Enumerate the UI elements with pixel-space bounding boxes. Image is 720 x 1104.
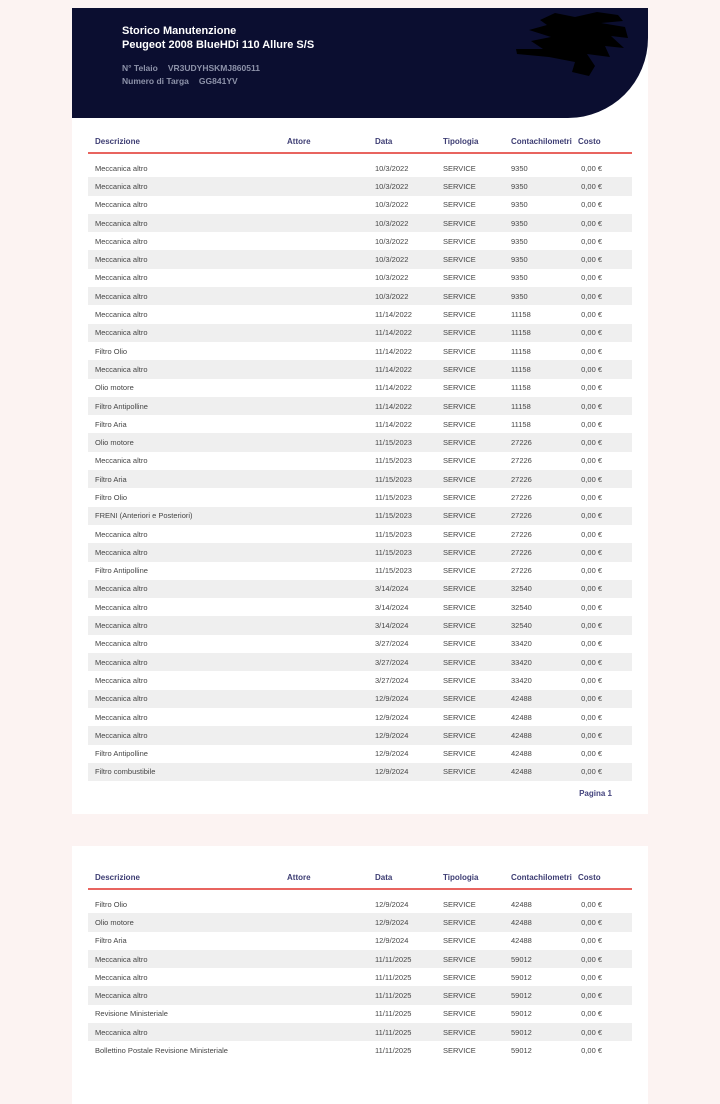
table-cell: 0,00 € <box>581 694 602 704</box>
table-row <box>88 543 632 561</box>
table-row <box>88 269 632 287</box>
table-cell: 11/15/2023 <box>375 511 412 521</box>
table-cell: SERVICE <box>443 511 476 521</box>
table-cell: 0,00 € <box>581 602 602 612</box>
table-cell: 0,00 € <box>581 346 602 356</box>
table-cell: 3/27/2024 <box>375 639 409 649</box>
table-cell: FRENI (Anteriori e Posteriori) <box>95 511 193 521</box>
table-cell: SERVICE <box>443 675 476 685</box>
table-cell: 27226 <box>511 438 532 448</box>
table-row <box>88 745 632 763</box>
table-cell: Olio motore <box>95 438 134 448</box>
report-page-2 <box>72 846 648 1104</box>
table-cell: 0,00 € <box>581 899 602 909</box>
table-row <box>88 305 632 323</box>
table-cell: Meccanica altro <box>95 181 148 191</box>
table-row <box>88 986 632 1004</box>
table-row <box>88 1041 632 1059</box>
table-cell: Bollettino Postale Revisione Ministeriale <box>95 1046 228 1056</box>
table-cell: 11158 <box>511 346 531 356</box>
table-row <box>88 415 632 433</box>
table-cell: Filtro Olio <box>95 899 128 909</box>
table-cell: SERVICE <box>443 181 476 191</box>
table-cell: Meccanica altro <box>95 1027 148 1037</box>
table-cell: SERVICE <box>443 972 476 982</box>
report-page-1 <box>72 8 648 814</box>
table-cell: Meccanica altro <box>95 328 148 338</box>
table-cell: 9350 <box>511 181 528 191</box>
table-cell: 0,00 € <box>581 621 602 631</box>
table-cell: 11158 <box>511 401 531 411</box>
table-cell: SERVICE <box>443 954 476 964</box>
table-cell: SERVICE <box>443 767 476 777</box>
table-cell: SERVICE <box>443 255 476 265</box>
table-cell: 42488 <box>511 712 532 722</box>
redaction-scribble-icon <box>515 10 632 80</box>
table-cell: Meccanica altro <box>95 954 148 964</box>
table-cell: 11/14/2022 <box>375 328 412 338</box>
table-row <box>88 598 632 616</box>
table-cell: Meccanica altro <box>95 675 148 685</box>
table-cell: 0,00 € <box>581 991 602 1001</box>
table-cell: SERVICE <box>443 694 476 704</box>
table-row <box>88 950 632 968</box>
table-cell: 59012 <box>511 991 532 1001</box>
table-row <box>88 214 632 232</box>
column-header-descrizione: Descrizione <box>95 136 140 146</box>
table-row <box>88 1023 632 1041</box>
table-cell: 11158 <box>511 328 531 338</box>
column-header-attore: Attore <box>287 872 311 882</box>
table-cell: SERVICE <box>443 438 476 448</box>
table-cell: 0,00 € <box>581 328 602 338</box>
table-cell: 10/3/2022 <box>375 236 409 246</box>
table-row <box>88 360 632 378</box>
table-row <box>88 913 632 931</box>
table-cell: SERVICE <box>443 529 476 539</box>
table-cell: Meccanica altro <box>95 602 148 612</box>
table-cell: 0,00 € <box>581 218 602 228</box>
table-cell: 0,00 € <box>581 163 602 173</box>
table-cell: 0,00 € <box>581 492 602 502</box>
table-cell: 11/11/2025 <box>375 954 412 964</box>
table-cell: 0,00 € <box>581 181 602 191</box>
table-cell: Filtro Antipolline <box>95 566 148 576</box>
table-cell: 42488 <box>511 767 532 777</box>
table-cell: Meccanica altro <box>95 621 148 631</box>
table-cell: 42488 <box>511 917 532 927</box>
table-cell: 12/9/2024 <box>375 749 409 759</box>
table-cell: 59012 <box>511 972 532 982</box>
table-cell: 0,00 € <box>581 419 602 429</box>
table-cell: 0,00 € <box>581 529 602 539</box>
table-cell: Filtro Aria <box>95 419 127 429</box>
table-cell: SERVICE <box>443 200 476 210</box>
table-cell: 11/15/2023 <box>375 456 412 466</box>
table-cell: SERVICE <box>443 218 476 228</box>
table-cell: 27226 <box>511 547 532 557</box>
table-cell: 11158 <box>511 419 531 429</box>
table-cell: 0,00 € <box>581 200 602 210</box>
table-cell: SERVICE <box>443 273 476 283</box>
table-cell: 11/11/2025 <box>375 991 412 1001</box>
table-cell: Meccanica altro <box>95 255 148 265</box>
column-header-costo: Costo <box>578 872 601 882</box>
table-cell: SERVICE <box>443 639 476 649</box>
table-cell: 0,00 € <box>581 584 602 594</box>
table-cell: 9350 <box>511 236 528 246</box>
table-cell: 0,00 € <box>581 566 602 576</box>
table-cell: 10/3/2022 <box>375 181 409 191</box>
table-cell: SERVICE <box>443 899 476 909</box>
table-cell: SERVICE <box>443 1027 476 1037</box>
table-row <box>88 488 632 506</box>
table-row <box>88 397 632 415</box>
table-cell: 0,00 € <box>581 730 602 740</box>
table-cell: 11158 <box>511 383 531 393</box>
table-cell: 3/14/2024 <box>375 621 409 631</box>
table-cell: 0,00 € <box>581 255 602 265</box>
table-cell: 11/14/2022 <box>375 383 412 393</box>
table-cell: 3/14/2024 <box>375 602 409 612</box>
table-cell: SERVICE <box>443 492 476 502</box>
table-cell: 0,00 € <box>581 438 602 448</box>
table-cell: 9350 <box>511 218 528 228</box>
table-cell: Filtro Aria <box>95 936 127 946</box>
table-row <box>88 232 632 250</box>
table-cell: 0,00 € <box>581 547 602 557</box>
table-cell: 0,00 € <box>581 675 602 685</box>
table-row <box>88 562 632 580</box>
table-cell: Meccanica altro <box>95 639 148 649</box>
table-cell: 11/14/2022 <box>375 346 412 356</box>
table-cell: 10/3/2022 <box>375 163 409 173</box>
table-cell: SERVICE <box>443 310 476 320</box>
table-cell: 11/14/2022 <box>375 401 412 411</box>
table-cell: Revisione Ministeriale <box>95 1009 168 1019</box>
table-cell: 11/15/2023 <box>375 529 412 539</box>
table-cell: 0,00 € <box>581 917 602 927</box>
table-cell: 32540 <box>511 602 532 612</box>
table-row <box>88 507 632 525</box>
table-cell: 0,00 € <box>581 1009 602 1019</box>
table-cell: 11/11/2025 <box>375 1046 412 1056</box>
table-cell: 11/11/2025 <box>375 1027 412 1037</box>
table-cell: Meccanica altro <box>95 218 148 228</box>
table-cell: 0,00 € <box>581 657 602 667</box>
column-header-contachilometri: Contachilometri <box>511 136 572 146</box>
table-cell: Meccanica altro <box>95 200 148 210</box>
table-cell: SERVICE <box>443 749 476 759</box>
table-row <box>88 895 632 913</box>
table-row <box>88 525 632 543</box>
table-cell: 32540 <box>511 621 532 631</box>
table-row <box>88 968 632 986</box>
table-header-row-page1 <box>88 130 632 154</box>
table-cell: 42488 <box>511 694 532 704</box>
table-cell: 0,00 € <box>581 1027 602 1037</box>
table-cell: 27226 <box>511 474 532 484</box>
table-cell: 0,00 € <box>581 936 602 946</box>
table-cell: 3/14/2024 <box>375 584 409 594</box>
table-cell: 11/11/2025 <box>375 1009 412 1019</box>
table-cell: 9350 <box>511 291 528 301</box>
report-header <box>72 8 648 118</box>
table-cell: 10/3/2022 <box>375 273 409 283</box>
table-cell: Meccanica altro <box>95 730 148 740</box>
table-cell: Meccanica altro <box>95 163 148 173</box>
table-cell: SERVICE <box>443 584 476 594</box>
table-cell: 27226 <box>511 456 532 466</box>
table-cell: 10/3/2022 <box>375 291 409 301</box>
table-cell: 0,00 € <box>581 474 602 484</box>
table-cell: Meccanica altro <box>95 694 148 704</box>
table-cell: 0,00 € <box>581 456 602 466</box>
table-cell: SERVICE <box>443 346 476 356</box>
table-cell: Meccanica altro <box>95 456 148 466</box>
table-cell: 9350 <box>511 255 528 265</box>
table-cell: 11/15/2023 <box>375 474 412 484</box>
table-cell: SERVICE <box>443 602 476 612</box>
table-row <box>88 635 632 653</box>
table-cell: SERVICE <box>443 364 476 374</box>
table-cell: 32540 <box>511 584 532 594</box>
chassis-label: N° Telaio <box>122 63 158 73</box>
table-cell: 0,00 € <box>581 1046 602 1056</box>
table-cell: Meccanica altro <box>95 529 148 539</box>
table-cell: 3/27/2024 <box>375 675 409 685</box>
table-cell: 42488 <box>511 730 532 740</box>
table-cell: 33420 <box>511 675 532 685</box>
table-cell: SERVICE <box>443 383 476 393</box>
table-cell: Filtro Antipolline <box>95 401 148 411</box>
plate-number: GG841YV <box>198 76 238 86</box>
table-cell: 0,00 € <box>581 511 602 521</box>
table-row <box>88 470 632 488</box>
table-cell: 0,00 € <box>581 972 602 982</box>
table-cell: Meccanica altro <box>95 712 148 722</box>
table-row <box>88 932 632 950</box>
table-cell: 11158 <box>511 310 531 320</box>
table-cell: 0,00 € <box>581 639 602 649</box>
table-cell: 10/3/2022 <box>375 255 409 265</box>
column-header-descrizione: Descrizione <box>95 872 140 882</box>
table-cell: SERVICE <box>443 566 476 576</box>
column-header-tipologia: Tipologia <box>443 136 479 146</box>
table-cell: Filtro Aria <box>95 474 127 484</box>
table-cell: 12/9/2024 <box>375 694 409 704</box>
table-cell: Olio motore <box>95 383 134 393</box>
table-cell: SERVICE <box>443 291 476 301</box>
column-header-tipologia: Tipologia <box>443 872 479 882</box>
table-cell: 12/9/2024 <box>375 917 409 927</box>
table-cell: SERVICE <box>443 419 476 429</box>
table-cell: Meccanica altro <box>95 310 148 320</box>
table-row <box>88 580 632 598</box>
table-cell: SERVICE <box>443 236 476 246</box>
table-cell: Filtro Olio <box>95 346 128 356</box>
table-row <box>88 342 632 360</box>
table-cell: 11/15/2023 <box>375 566 412 576</box>
table-cell: 59012 <box>511 1046 532 1056</box>
table-cell: 0,00 € <box>581 712 602 722</box>
vehicle-model: Peugeot 2008 BlueHDi 110 Allure S/S <box>122 39 315 51</box>
table-row <box>88 726 632 744</box>
table-row <box>88 708 632 726</box>
report-title: Storico Manutenzione <box>122 25 237 37</box>
table-row <box>88 324 632 342</box>
table-cell: 0,00 € <box>581 954 602 964</box>
chassis-number: VR3UDYHSKMJ860511 <box>167 63 260 73</box>
table-cell: 27226 <box>511 511 532 521</box>
table-cell: SERVICE <box>443 456 476 466</box>
maintenance-table-page1 <box>88 159 632 781</box>
table-cell: 11/11/2025 <box>375 972 412 982</box>
table-row <box>88 671 632 689</box>
table-cell: 11/15/2023 <box>375 438 412 448</box>
plate-label: Numero di Targa <box>122 76 189 86</box>
table-cell: Filtro Antipolline <box>95 749 148 759</box>
table-cell: 0,00 € <box>581 236 602 246</box>
table-cell: 0,00 € <box>581 383 602 393</box>
table-cell: 12/9/2024 <box>375 767 409 777</box>
table-cell: 0,00 € <box>581 273 602 283</box>
column-header-data: Data <box>375 872 393 882</box>
table-cell: 33420 <box>511 639 532 649</box>
table-cell: 59012 <box>511 954 532 964</box>
table-cell: 11/14/2022 <box>375 310 412 320</box>
table-cell: SERVICE <box>443 163 476 173</box>
table-cell: 12/9/2024 <box>375 730 409 740</box>
maintenance-table-page2 <box>88 895 632 1060</box>
table-cell: Meccanica altro <box>95 584 148 594</box>
table-cell: Meccanica altro <box>95 991 148 1001</box>
table-cell: Meccanica altro <box>95 364 148 374</box>
table-cell: 12/9/2024 <box>375 936 409 946</box>
table-cell: 42488 <box>511 899 532 909</box>
table-cell: 9350 <box>511 200 528 210</box>
table-cell: 11158 <box>511 364 531 374</box>
table-cell: Filtro Olio <box>95 492 128 502</box>
table-cell: SERVICE <box>443 1009 476 1019</box>
column-header-data: Data <box>375 136 393 146</box>
table-cell: SERVICE <box>443 621 476 631</box>
table-row <box>88 159 632 177</box>
page-number: Pagina 1 <box>579 789 612 799</box>
table-cell: SERVICE <box>443 917 476 927</box>
table-cell: SERVICE <box>443 401 476 411</box>
table-cell: 0,00 € <box>581 310 602 320</box>
table-cell: 11/15/2023 <box>375 492 412 502</box>
table-cell: 9350 <box>511 273 528 283</box>
table-row <box>88 177 632 195</box>
table-header-row-page2 <box>88 866 632 890</box>
table-cell: SERVICE <box>443 991 476 1001</box>
table-cell: 11/14/2022 <box>375 364 412 374</box>
table-cell: SERVICE <box>443 328 476 338</box>
table-cell: 59012 <box>511 1027 532 1037</box>
table-cell: SERVICE <box>443 547 476 557</box>
table-row <box>88 763 632 781</box>
table-row <box>88 690 632 708</box>
table-cell: 0,00 € <box>581 291 602 301</box>
table-cell: 0,00 € <box>581 749 602 759</box>
table-cell: SERVICE <box>443 712 476 722</box>
table-cell: Meccanica altro <box>95 972 148 982</box>
table-cell: 9350 <box>511 163 528 173</box>
table-row <box>88 1005 632 1023</box>
table-cell: Meccanica altro <box>95 236 148 246</box>
table-cell: 0,00 € <box>581 364 602 374</box>
table-row <box>88 287 632 305</box>
table-row <box>88 433 632 451</box>
table-cell: Olio motore <box>95 917 134 927</box>
table-cell: SERVICE <box>443 474 476 484</box>
table-cell: SERVICE <box>443 1046 476 1056</box>
column-header-contachilometri: Contachilometri <box>511 872 572 882</box>
table-cell: 33420 <box>511 657 532 667</box>
table-cell: 42488 <box>511 749 532 759</box>
table-cell: Meccanica altro <box>95 657 148 667</box>
table-cell: 59012 <box>511 1009 532 1019</box>
table-cell: 0,00 € <box>581 767 602 777</box>
table-cell: SERVICE <box>443 730 476 740</box>
table-cell: 12/9/2024 <box>375 899 409 909</box>
table-row <box>88 250 632 268</box>
table-row <box>88 653 632 671</box>
table-cell: Meccanica altro <box>95 547 148 557</box>
table-cell: 0,00 € <box>581 401 602 411</box>
table-cell: 27226 <box>511 492 532 502</box>
column-header-attore: Attore <box>287 136 311 146</box>
table-row <box>88 196 632 214</box>
column-header-costo: Costo <box>578 136 601 146</box>
table-cell: 27226 <box>511 566 532 576</box>
table-row <box>88 452 632 470</box>
table-cell: 11/14/2022 <box>375 419 412 429</box>
table-cell: SERVICE <box>443 657 476 667</box>
table-cell: Meccanica altro <box>95 291 148 301</box>
table-cell: SERVICE <box>443 936 476 946</box>
table-cell: Meccanica altro <box>95 273 148 283</box>
table-row <box>88 379 632 397</box>
table-cell: 10/3/2022 <box>375 218 409 228</box>
table-cell: 12/9/2024 <box>375 712 409 722</box>
table-cell: 42488 <box>511 936 532 946</box>
table-row <box>88 616 632 634</box>
table-cell: 11/15/2023 <box>375 547 412 557</box>
table-cell: 10/3/2022 <box>375 200 409 210</box>
table-cell: 27226 <box>511 529 532 539</box>
table-cell: 3/27/2024 <box>375 657 409 667</box>
table-cell: Filtro combustibile <box>95 767 156 777</box>
